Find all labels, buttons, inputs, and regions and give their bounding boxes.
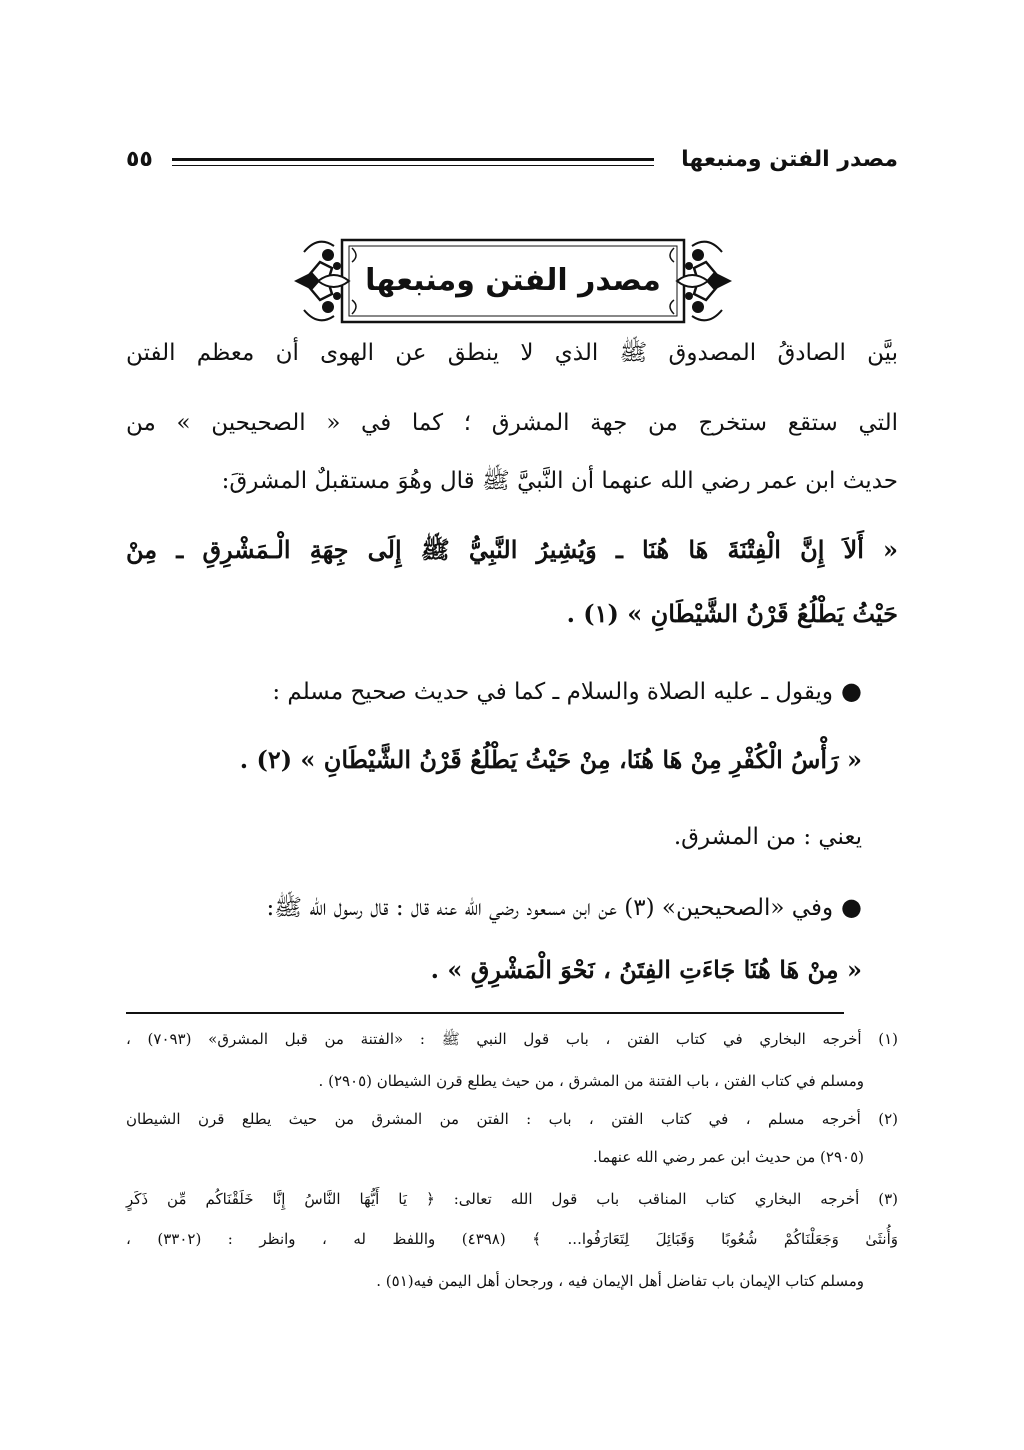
explanation-line: يعني : من المشرق. — [673, 824, 862, 850]
footnote-1-line-1: (١) أخرجه البخاري في كتاب الفتن ، باب قول النبي ﷺ : «الفتنة من قبل المشرق» (٧٠٩٣) ، — [126, 1030, 899, 1048]
hadith-3: « مِنْ هَا هُنَا جَاءَتِ الفِتَنُ ، نَحْوَ الْمَشْرِقِ » . — [430, 955, 862, 984]
bullet-2-text: وفي «الصحيحين» (٣) عن ابن مسعود رضي الله عنه قال : قال رسول الله ﷺ: — [266, 895, 834, 921]
hadith-2: « رَأْسُ الْكُفْرِ مِنْ هَا هُنَا، مِنْ حَيْثُ يَطْلُعُ قَرْنُ الشَّيْطَانِ » (٢) . — [239, 745, 862, 774]
bullet-1 — [126, 670, 862, 713]
footnote-3-line-2: وَأُنثَىٰ وَجَعَلْنَاكُمْ شُعُوبًا وَقَبَائِلَ لِتَعَارَفُوا... ﴾ (٤٣٩٨) واللفظ له ، وانظر : (٣٣٠٢) ، — [126, 1230, 898, 1248]
intro-line-2: التي ستقع ستخرج من جهة المشرق ؛ كما في « الصحيحين » من — [126, 410, 898, 436]
bullet-1-text: ويقول ـ عليه الصلاة والسلام ـ كما في حديث صحيح مسلم : — [272, 679, 834, 705]
footnote-3-line-3: ومسلم كتاب الإيمان باب تفاضل أهل الإيمان فيه ، ورجحان أهل اليمن فيه(٥١) . — [376, 1272, 864, 1290]
footnote-3-line-1: (٣) أخرجه البخاري كتاب المناقب باب قول الله تعالى: ﴿ يَا أَيُّهَا النَّاسُ إِنَّا خَلَقْنَاكُم مِّن ذَكَرٍ — [126, 1190, 898, 1208]
hadith-1-line-2: حَيْثُ يَطْلُعُ قَرْنُ الشَّيْطَانِ » (١) . — [566, 599, 898, 628]
footnote-2-line-2: (٢٩٠٥) من حديث ابن عمر رضي الله عنهما. — [592, 1148, 864, 1166]
running-header-title: مصدر الفتن ومنبعها — [681, 147, 898, 172]
intro-line-3: حديث ابن عمر رضي الله عنهما أن النَّبيَّ ﷺ قال وهُوَ مستقبلٌ المشرقَ: — [221, 468, 898, 494]
header-rule-inner — [172, 165, 654, 166]
bullet-marker: ● — [841, 893, 862, 921]
hadith-1-line-1: « أَلاَ إِنَّ الْفِتْنَةَ هَا هُنَا ـ وَيُشِيرُ النَّبِيُّ ﷺ إِلَى جِهَةِ الْـمَشْرِقِ ـ مِنْ — [126, 535, 898, 564]
intro-line-1: بيَّن الصادقُ المصدوق ﷺ الذي لا ينطق عن الهوى أن معظم الفتن — [126, 340, 898, 366]
page-number: ٥٥ — [126, 147, 153, 172]
header-rule — [172, 158, 654, 161]
bullet-marker: ● — [841, 677, 862, 705]
footnote-1-line-2: ومسلم في كتاب الفتن ، باب الفتنة من المشرق ، من حيث يطلع قرن الشيطان (٢٩٠٥) . — [318, 1072, 864, 1090]
footnote-separator — [126, 1012, 844, 1014]
section-title: مصدر الفتن ومنبعها — [365, 263, 661, 298]
footnote-2-line-1: (٢) أخرجه مسلم ، في كتاب الفتن ، باب : الفتن من المشرق من حيث يطلع قرن الشيطان — [126, 1110, 899, 1128]
bullet-2 — [126, 886, 862, 929]
